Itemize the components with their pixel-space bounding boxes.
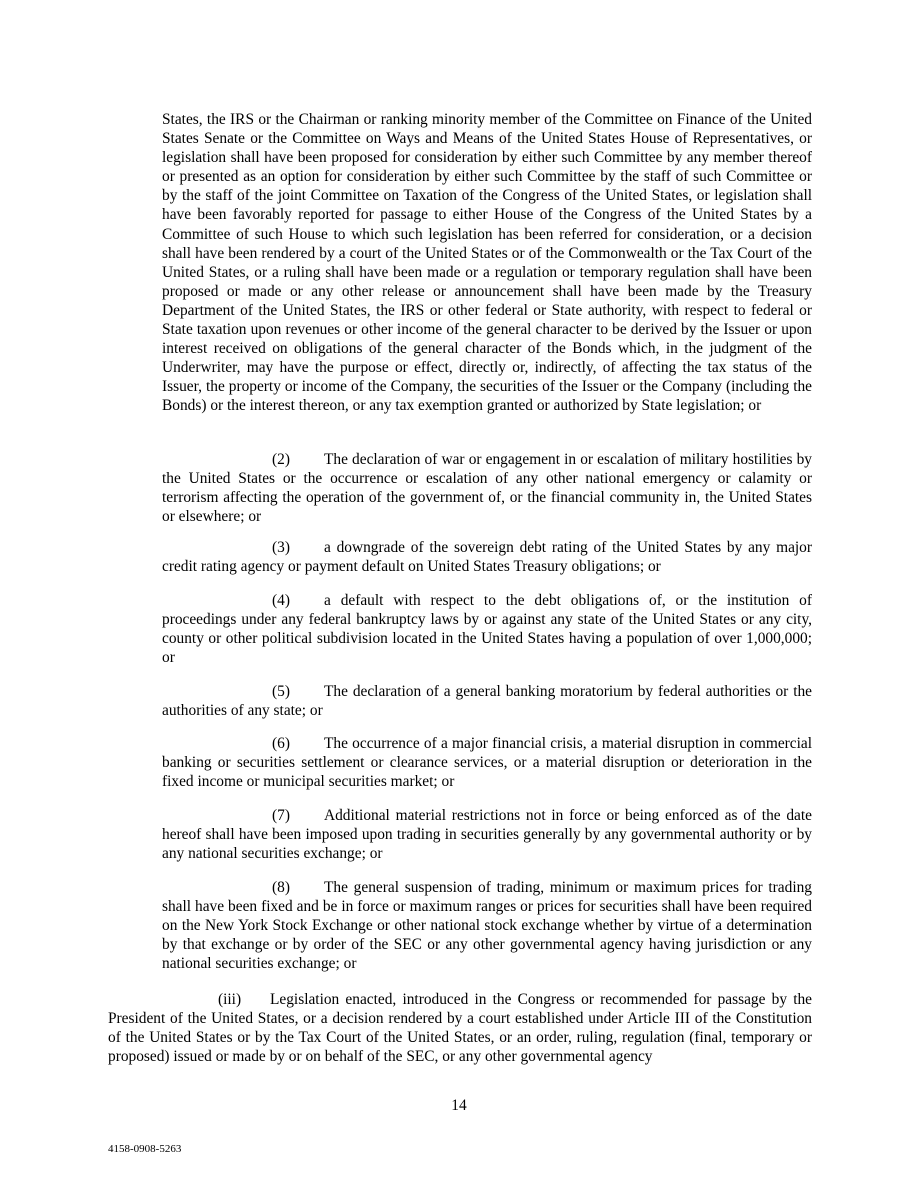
clause-text: The declaration of a general banking moratorium by federal authorities or the authorities of any state; or bbox=[162, 683, 812, 720]
clause-number: (iii) bbox=[218, 991, 242, 1008]
clause-number: (5) bbox=[272, 683, 290, 700]
clause-number: (2) bbox=[272, 451, 290, 468]
clause-8 bbox=[162, 878, 812, 973]
clause-6 bbox=[162, 734, 812, 791]
clause-text: The general suspension of trading, minimum or maximum prices for trading shall have been fixed and be in force or maximum ranges or prices for securities shall have been required on the New York Stock Exchange or other national stock exchange whether by virtue of a determination by that exchange or by order of the SEC or any other governmental agency having jurisdiction or any national securities exchange; or bbox=[162, 879, 812, 973]
continued-paragraph: States, the IRS or the Chairman or ranking minority member of the Committee on Finance of the United States Senate or the Committee on Ways and Means of the United States House of Representatives, or legislation shall have been proposed for consideration by either such Committee by any member thereof or presented as an option for consideration by either such Committee by the staff of such Committee or by the staff of the joint Committee on Taxation of the Congress of the United States, or legislation shall have been favorably reported for passage to either House of the Congress of the United States by a Committee of such House to which such legislation has been referred for consideration, or a decision shall have been rendered by a court of the United States or of the Commonwealth or the Tax Court of the United States, or a ruling shall have been made or a regulation or temporary regulation shall have been proposed or made or any other release or announcement shall have been made by the Treasury Department of the United States, the IRS or other federal or State authority, with respect to federal or State taxation upon revenues or other income of the general character to be derived by the Issuer or upon interest received on obligations of the general character of the Bonds which, in the judgment of the Underwriter, may have the purpose or effect, directly or, indirectly, of affecting the tax status of the Issuer, the property or income of the Company, the securities of the Issuer or the Company (including the Bonds) or the interest thereon, or any tax exemption granted or authorized by State legislation; or bbox=[162, 111, 812, 415]
clause-number: (3) bbox=[272, 539, 290, 556]
clause-3 bbox=[162, 538, 812, 576]
clause-text: a default with respect to the debt obligations of, or the institution of proceedings under any federal bankruptcy laws by or against any state of the United States or any city, county or other political subdivision located in the United States having a population of over 1,000,000; or bbox=[162, 592, 812, 667]
clause-4 bbox=[162, 591, 812, 667]
clause-text: Additional material restrictions not in force or being enforced as of the date hereof shall have been imposed upon trading in securities generally by any governmental authority or by any national securities exchange; or bbox=[162, 807, 812, 863]
document-id: 4158-0908-5263 bbox=[108, 1143, 182, 1155]
clause-number: (4) bbox=[272, 592, 290, 609]
clause-number: (6) bbox=[272, 735, 290, 752]
clause-text: a downgrade of the sovereign debt rating of the United States by any major credit rating agency or payment default on United States Treasury obligations; or bbox=[162, 539, 812, 576]
clause-7 bbox=[162, 806, 812, 863]
clause-text: Legislation enacted, introduced in the Congress or recommended for passage by the President of the United States, or a decision rendered by a court established under Article III of the Constitution of the United States or by the Tax Court of the United States, or an order, ruling, regulation (final, temporary or proposed) issued or made by or on behalf of the SEC, or any other governmental agency bbox=[108, 991, 812, 1066]
clause-text: The occurrence of a major financial crisis, a material disruption in commercial banking or securities settlement or clearance services, or a material disruption or deterioration in the fixed income or municipal securities market; or bbox=[162, 735, 812, 791]
clause-2 bbox=[162, 450, 812, 526]
clause-number: (7) bbox=[272, 807, 290, 824]
page-number: 14 bbox=[451, 1097, 467, 1114]
clause-iii bbox=[108, 990, 812, 1066]
clause-number: (8) bbox=[272, 879, 290, 896]
clause-5 bbox=[162, 682, 812, 720]
clause-text: The declaration of war or engagement in or escalation of military hostilities by the United States or the occurrence or escalation of any other national emergency or calamity or terrorism affecting the operation of the government of, or the financial community in, the United States or elsewhere; or bbox=[162, 451, 812, 526]
